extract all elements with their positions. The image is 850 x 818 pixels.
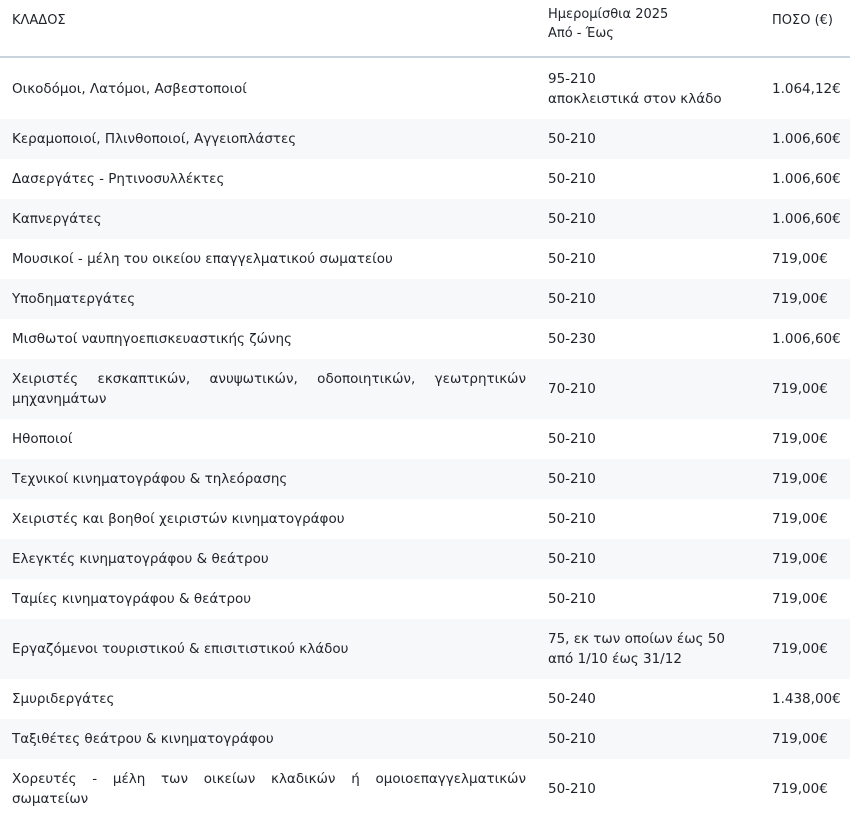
row-amount: 719,00€ bbox=[772, 381, 828, 397]
row-sector: Μισθωτοί ναυπηγοεπισκευαστικής ζώνης bbox=[12, 331, 292, 347]
table-row bbox=[0, 279, 850, 319]
table-row bbox=[0, 159, 850, 199]
row-days: 50-210 bbox=[548, 731, 596, 747]
row-sector: Δασεργάτες - Ρητινοσυλλέκτες bbox=[12, 171, 225, 187]
table-row bbox=[0, 459, 850, 499]
row-amount: 1.064,12€ bbox=[772, 80, 841, 97]
table-row bbox=[0, 679, 850, 719]
row-sector: Σμυριδεργάτες bbox=[12, 691, 115, 707]
header-days: Ημερομίσθια 2025 Από - Έως bbox=[548, 7, 669, 41]
row-amount: 719,00€ bbox=[772, 731, 828, 747]
row-sector: Ταξιθέτες θεάτρου & κινηματογράφου bbox=[12, 731, 274, 747]
row-amount: 719,00€ bbox=[772, 251, 828, 267]
row-amount: 719,00€ bbox=[772, 641, 828, 657]
table-row bbox=[0, 419, 850, 459]
row-sector: Μουσικοί - μέλη του οικείου επαγγελματικού σωματείου bbox=[12, 251, 393, 267]
row-days: 50-210 bbox=[548, 131, 596, 147]
row-days: 95-210 αποκλειστικά στον κλάδο bbox=[548, 70, 722, 107]
table-header bbox=[0, 0, 850, 58]
table-row bbox=[0, 539, 850, 579]
row-sector: Ελεγκτές κινηματογράφου & θεάτρου bbox=[12, 551, 269, 567]
row-sector: Χειριστές και βοηθοί χειριστών κινηματογράφου bbox=[12, 511, 345, 527]
row-days: 50-210 bbox=[548, 551, 596, 567]
row-sector: Χορευτές - μέλη των οικείων κλαδικών ή ομοιοεπαγγελματικών σωματείων bbox=[12, 770, 526, 807]
table-row bbox=[0, 719, 850, 759]
table-row bbox=[0, 499, 850, 539]
row-amount: 1.438,00€ bbox=[772, 691, 841, 707]
row-sector: Ταμίες κινηματογράφου & θεάτρου bbox=[12, 591, 252, 607]
row-days: 50-210 bbox=[548, 211, 596, 227]
table-row bbox=[0, 199, 850, 239]
row-days: 50-210 bbox=[548, 471, 596, 487]
row-amount: 719,00€ bbox=[772, 780, 828, 797]
row-days: 50-230 bbox=[548, 331, 596, 347]
table-row bbox=[0, 759, 850, 818]
table-row bbox=[0, 359, 850, 419]
row-sector-cell bbox=[0, 759, 548, 818]
row-sector: Εργαζόμενοι τουριστικού & επισιτιστικού κλάδου bbox=[12, 641, 349, 657]
table-row bbox=[0, 619, 850, 679]
row-days: 50-210 bbox=[548, 511, 596, 527]
table-row bbox=[0, 319, 850, 359]
row-days: 50-210 bbox=[548, 171, 596, 187]
row-days: 50-240 bbox=[548, 691, 596, 707]
row-amount: 719,00€ bbox=[772, 291, 828, 307]
row-amount: 719,00€ bbox=[772, 431, 828, 447]
row-sector-cell bbox=[0, 359, 548, 419]
table-row bbox=[0, 119, 850, 159]
row-sector: Κεραμοποιοί, Πλινθοποιοί, Αγγειοπλάστες bbox=[12, 131, 297, 147]
row-days: 70-210 bbox=[548, 381, 596, 397]
table-row bbox=[0, 239, 850, 279]
row-days: 50-210 bbox=[548, 291, 596, 307]
row-days: 50-210 bbox=[548, 431, 596, 447]
row-sector: Καπνεργάτες bbox=[12, 211, 102, 227]
row-amount: 719,00€ bbox=[772, 551, 828, 567]
row-amount: 1.006,60€ bbox=[772, 171, 841, 187]
row-amount: 719,00€ bbox=[772, 591, 828, 607]
row-amount: 719,00€ bbox=[772, 471, 828, 487]
row-amount: 1.006,60€ bbox=[772, 211, 841, 227]
table-row bbox=[0, 58, 850, 119]
row-days: 50-210 bbox=[548, 780, 596, 797]
row-days: 50-210 bbox=[548, 251, 596, 267]
row-sector: Χειριστές εκσκαπτικών, ανυψωτικών, οδοποιητικών, γεωτρητικών μηχανημάτων bbox=[12, 371, 526, 407]
header-sector: ΚΛΑΔΟΣ bbox=[12, 13, 66, 28]
row-amount: 719,00€ bbox=[772, 511, 828, 527]
row-sector: Υποδηματεργάτες bbox=[12, 291, 136, 307]
row-sector: Οικοδόμοι, Λατόμοι, Ασβεστοποιοί bbox=[12, 80, 247, 97]
row-sector: Ηθοποιοί bbox=[12, 431, 73, 447]
table-row bbox=[0, 579, 850, 619]
row-amount: 1.006,60€ bbox=[772, 331, 841, 347]
row-amount: 1.006,60€ bbox=[772, 131, 841, 147]
row-days: 75, εκ των οποίων έως 50 από 1/10 έως 31/12 bbox=[548, 631, 725, 667]
row-days: 50-210 bbox=[548, 591, 596, 607]
row-sector: Τεχνικοί κινηματογράφου & τηλεόρασης bbox=[12, 471, 288, 487]
header-amount: ΠΟΣΟ (€) bbox=[772, 13, 834, 28]
